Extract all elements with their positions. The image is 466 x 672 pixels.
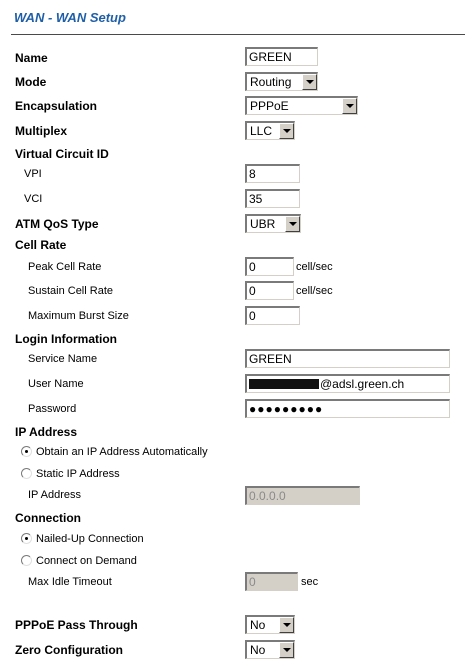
login-info-label: Login Information: [15, 332, 117, 346]
atm-qos-select[interactable]: [245, 214, 301, 233]
ip-address-field-label: IP Address: [28, 489, 81, 501]
zero-configuration-select[interactable]: [245, 640, 295, 659]
atm-qos-select-value: UBR: [250, 217, 276, 231]
obtain-ip-auto-radio[interactable]: [21, 446, 32, 457]
redacted-username: [249, 379, 319, 389]
vci-input[interactable]: 35: [245, 189, 300, 208]
chevron-down-icon[interactable]: [279, 123, 294, 139]
user-name-domain: @adsl.green.ch: [320, 377, 405, 391]
vpi-label: VPI: [24, 168, 42, 180]
multiplex-select[interactable]: [245, 121, 295, 140]
max-idle-timeout-input[interactable]: 0: [245, 572, 298, 591]
user-name-input[interactable]: [245, 374, 450, 393]
pppoe-pass-through-select[interactable]: [245, 615, 295, 634]
sustain-cell-rate-input[interactable]: 0: [245, 281, 294, 300]
sustain-cell-rate-label: Sustain Cell Rate: [28, 285, 113, 297]
multiplex-label: Multiplex: [15, 124, 68, 138]
service-name-label: Service Name: [28, 353, 98, 365]
chevron-down-icon[interactable]: [302, 74, 317, 90]
encapsulation-select-value: PPPoE: [250, 99, 289, 113]
chevron-down-icon[interactable]: [279, 642, 294, 658]
name-label: Name: [15, 51, 48, 65]
vci-label: VCI: [24, 193, 43, 205]
connect-on-demand-label[interactable]: Connect on Demand: [36, 555, 137, 567]
peak-cell-rate-input[interactable]: 0: [245, 257, 294, 276]
sustain-cell-rate-unit: cell/sec: [296, 285, 333, 297]
chevron-down-icon[interactable]: [342, 98, 357, 114]
atm-qos-label: ATM QoS Type: [15, 217, 99, 231]
vpi-input[interactable]: 8: [245, 164, 300, 183]
max-idle-timeout-label: Max Idle Timeout: [28, 576, 112, 588]
virtual-circuit-label: Virtual Circuit ID: [15, 147, 109, 161]
password-label: Password: [28, 403, 77, 415]
mode-select[interactable]: [245, 72, 318, 91]
nailed-up-radio[interactable]: [21, 533, 32, 544]
peak-cell-rate-unit: cell/sec: [296, 261, 333, 273]
encapsulation-select[interactable]: [245, 96, 358, 115]
nailed-up-label[interactable]: Nailed-Up Connection: [36, 533, 144, 545]
pppoe-pass-through-value: No: [250, 618, 266, 632]
zero-configuration-value: No: [250, 643, 266, 657]
obtain-ip-auto-label[interactable]: Obtain an IP Address Automatically: [36, 446, 208, 458]
page-title: WAN - WAN Setup: [14, 10, 126, 25]
cell-rate-label: Cell Rate: [15, 238, 67, 252]
password-input[interactable]: ●●●●●●●●●: [245, 399, 450, 418]
title-divider: [11, 34, 465, 35]
multiplex-select-value: LLC: [250, 124, 273, 138]
mode-label: Mode: [15, 75, 47, 89]
mode-select-value: Routing: [250, 75, 292, 89]
static-ip-label[interactable]: Static IP Address: [36, 468, 120, 480]
chevron-down-icon[interactable]: [279, 617, 294, 633]
name-input[interactable]: GREEN: [245, 47, 318, 66]
encapsulation-label: Encapsulation: [15, 99, 98, 113]
service-name-input[interactable]: GREEN: [245, 349, 450, 368]
user-name-label: User Name: [28, 378, 84, 390]
connection-label: Connection: [15, 511, 81, 525]
ip-address-input[interactable]: 0.0.0.0: [245, 486, 360, 505]
chevron-down-icon[interactable]: [285, 216, 300, 232]
max-burst-size-label: Maximum Burst Size: [28, 310, 129, 322]
max-burst-size-input[interactable]: 0: [245, 306, 300, 325]
zero-configuration-label: Zero Configuration: [15, 643, 123, 657]
max-idle-timeout-unit: sec: [301, 576, 319, 588]
connect-on-demand-radio[interactable]: [21, 555, 32, 566]
pppoe-pass-through-label: PPPoE Pass Through: [15, 618, 138, 632]
ip-address-section-label: IP Address: [15, 425, 78, 439]
peak-cell-rate-label: Peak Cell Rate: [28, 261, 102, 273]
static-ip-radio[interactable]: [21, 468, 32, 479]
